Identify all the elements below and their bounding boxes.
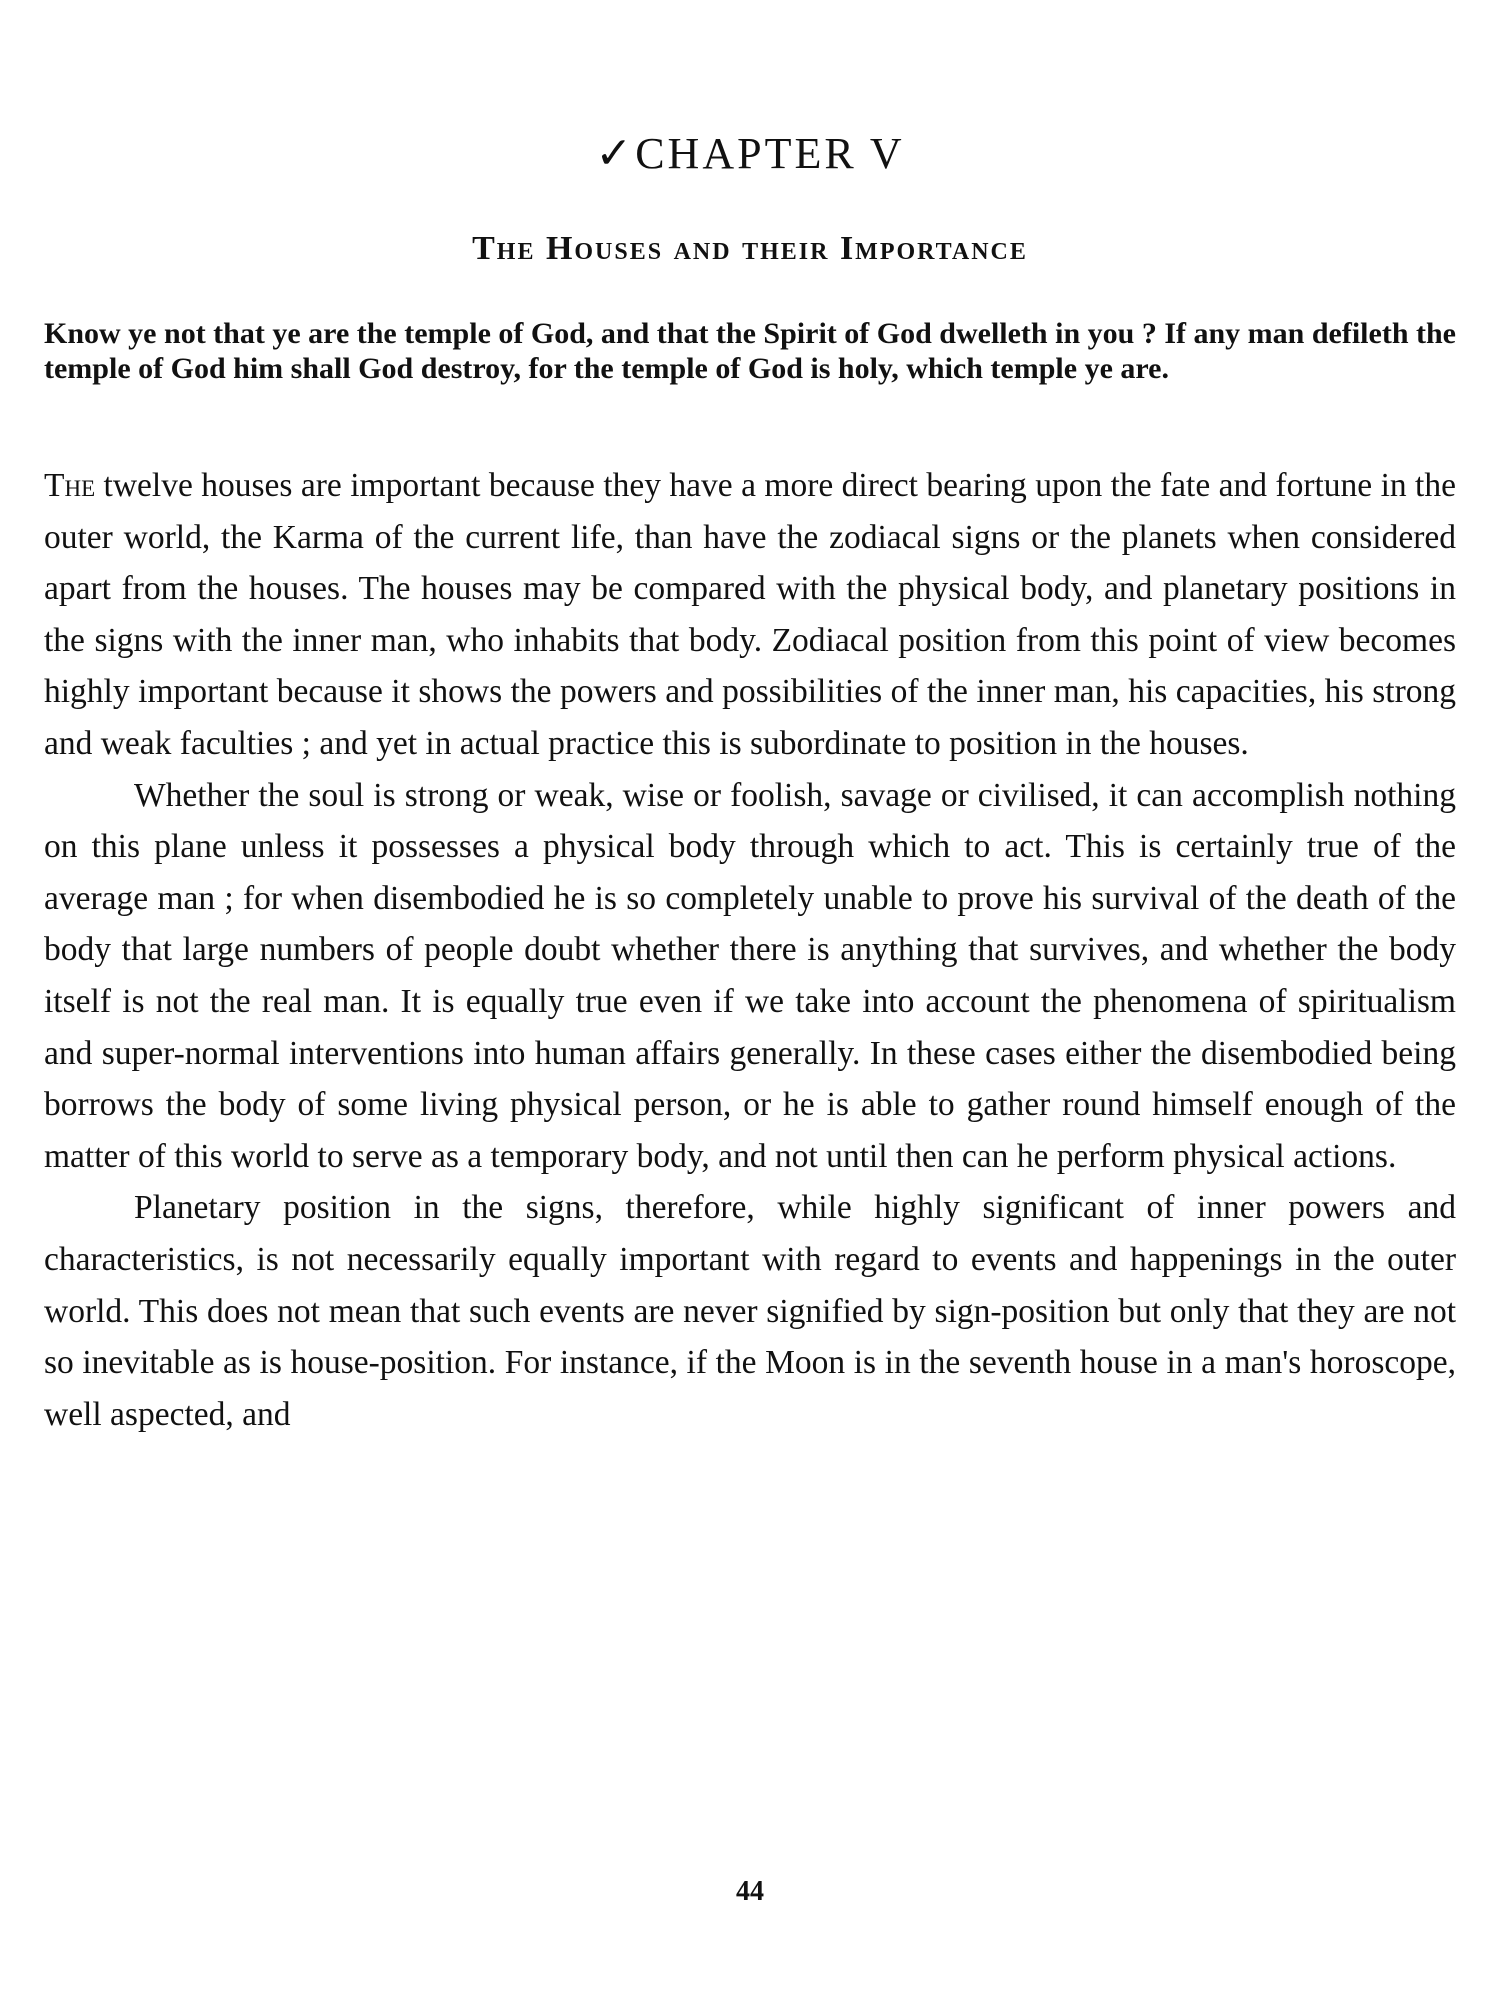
chapter-title: ✓CHAPTER V (595, 129, 905, 178)
epigraph: Know ye not that ye are the temple of God, and that the Spirit of God dwelleth in you ? If any man defileth the temple of God him shall God destroy, for the temple of God is holy, which temple ye are. (44, 317, 1456, 385)
paragraph-1 (44, 460, 1456, 770)
section-title: The Houses and their Importance (472, 230, 1028, 267)
paragraph-2: Whether the soul is strong or weak, wise or foolish, savage or civilised, it can accomplish nothing on this plane unless it possesses a physical body through which to act. This is certainly true of the average man ; for when disembodied he is so completely unable to prove his survival of the death of the body that large numbers of people doubt whether there is anything that survives, and whether the body itself is not the real man. It is equally true even if we take into account the phenomena of spiritualism and super-normal interventions into human affairs generally. In these cases either the disembodied being borrows the body of some living physical person, or he is able to gather round himself enough of the matter of this world to serve as a temporary body, and not until then can he perform physical actions. (44, 776, 1456, 1175)
body-text (44, 460, 1456, 1440)
paragraph-lead-word: The (44, 467, 96, 504)
paragraph-3: Planetary position in the signs, therefore, while highly significant of inner powers and characteristics, is not necessarily equally important with regard to events and happenings in the outer world. This does not mean that such events are never signified by sign-position but only that they are not so inevitable as is house-position. For instance, if the Moon is in the seventh house in a man's horoscope, well aspected, and (44, 1189, 1456, 1433)
page-number: 44 (736, 1876, 764, 1907)
paragraph-1-text: twelve houses are important because they have a more direct bearing upon the fate and fortune in the outer world, the Karma of the current life, than have the zodiacal signs or the planets when considered apart from the houses. The houses may be compared with the physical body, and planetary positions in the signs with the inner man, who inhabits that body. Zodiacal position from this point of view becomes highly important because it shows the powers and possibilities of the inner man, his capacities, his strong and weak faculties ; and yet in actual practice this is subordinate to position in the houses. (44, 467, 1456, 762)
